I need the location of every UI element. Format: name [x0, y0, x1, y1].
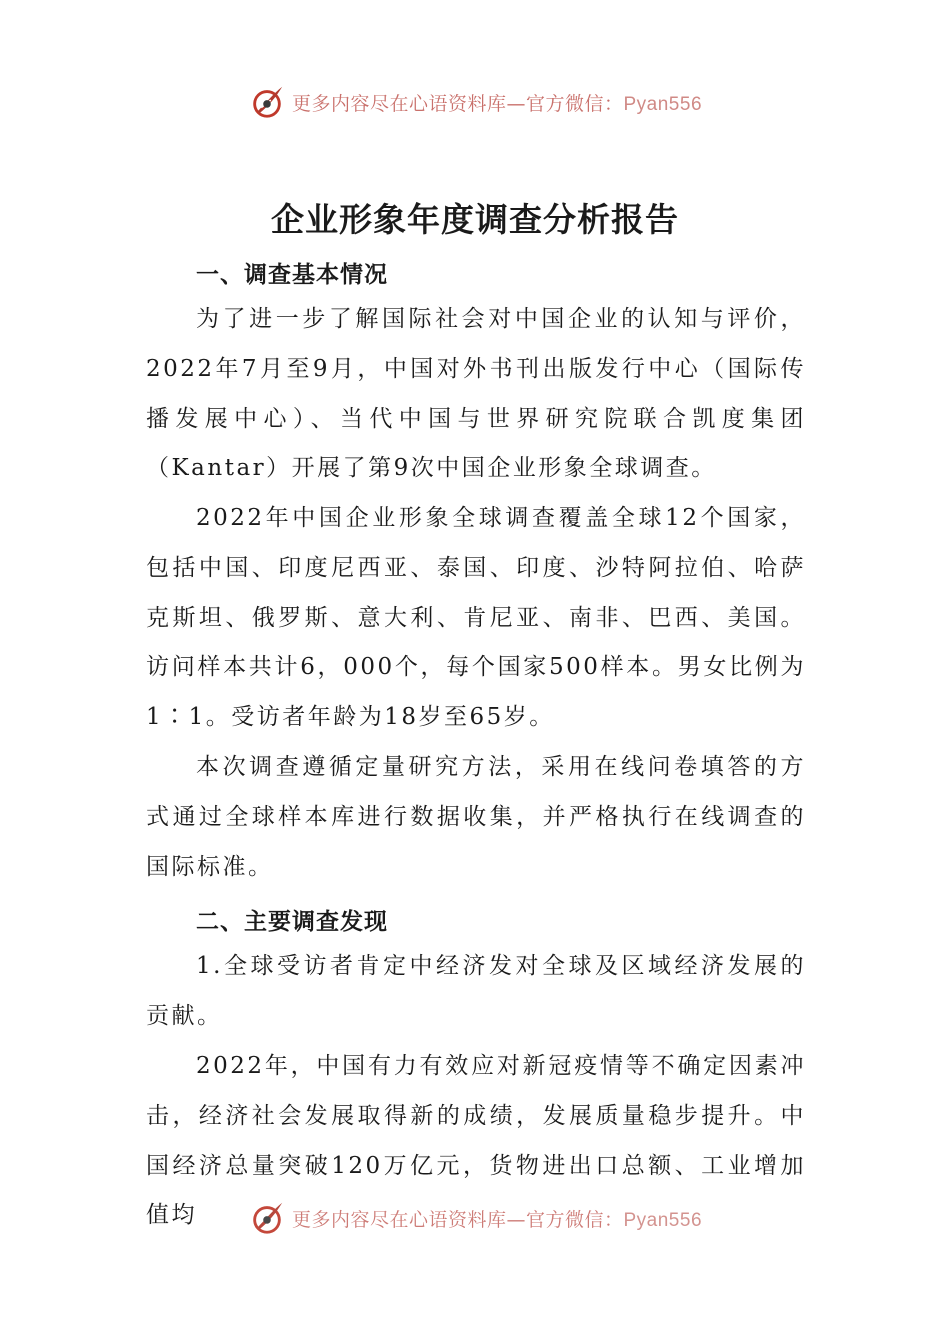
banner-text: 更多内容尽在心语资料库—官方微信：Pyan556 — [291, 92, 703, 115]
header-banner — [0, 80, 950, 124]
quill-logo-icon — [248, 1202, 286, 1237]
paragraph-4: 1.全球受访者肯定中经济发对全球及区域经济发展的贡献。 — [146, 953, 806, 1029]
section-heading-1: 一、调查基本情况 — [196, 262, 388, 288]
paragraph-5: 2022年，中国有力有效应对新冠疫情等不确定因素冲击，经济社会发展取得新的成绩，发展质量稳步提升。中国经济总量突破120万亿元，货物进出口总额、工业增加值均 — [146, 1053, 806, 1229]
document-title: 企业形象年度调查分析报告 — [271, 200, 679, 239]
banner-text: 更多内容尽在心语资料库—官方微信：Pyan556 — [291, 1208, 703, 1231]
paragraph-1: 为了进一步了解国际社会对中国企业的认知与评价，2022年7月至9月，中国对外书刊出版发行中心（国际传播发展中心）、当代中国与世界研究院联合凯度集团（Kantar）开展了第9次中国企业形象全球调查。 — [146, 306, 806, 482]
paragraph-2: 2022年中国企业形象全球调查覆盖全球12个国家，包括中国、印度尼西亚、泰国、印度、沙特阿拉伯、哈萨克斯坦、俄罗斯、意大利、肯尼亚、南非、巴西、美国。访问样本共计6，000个，每个国家500样本。男女比例为1∶1。受访者年龄为18岁至65岁。 — [146, 505, 806, 731]
footer-banner — [0, 1202, 950, 1242]
quill-logo-icon — [248, 83, 286, 121]
paragraph-3: 本次调查遵循定量研究方法，采用在线问卷填答的方式通过全球样本库进行数据收集，并严格执行在线调查的国际标准。 — [146, 754, 806, 880]
section-heading-2: 二、主要调查发现 — [196, 909, 388, 935]
